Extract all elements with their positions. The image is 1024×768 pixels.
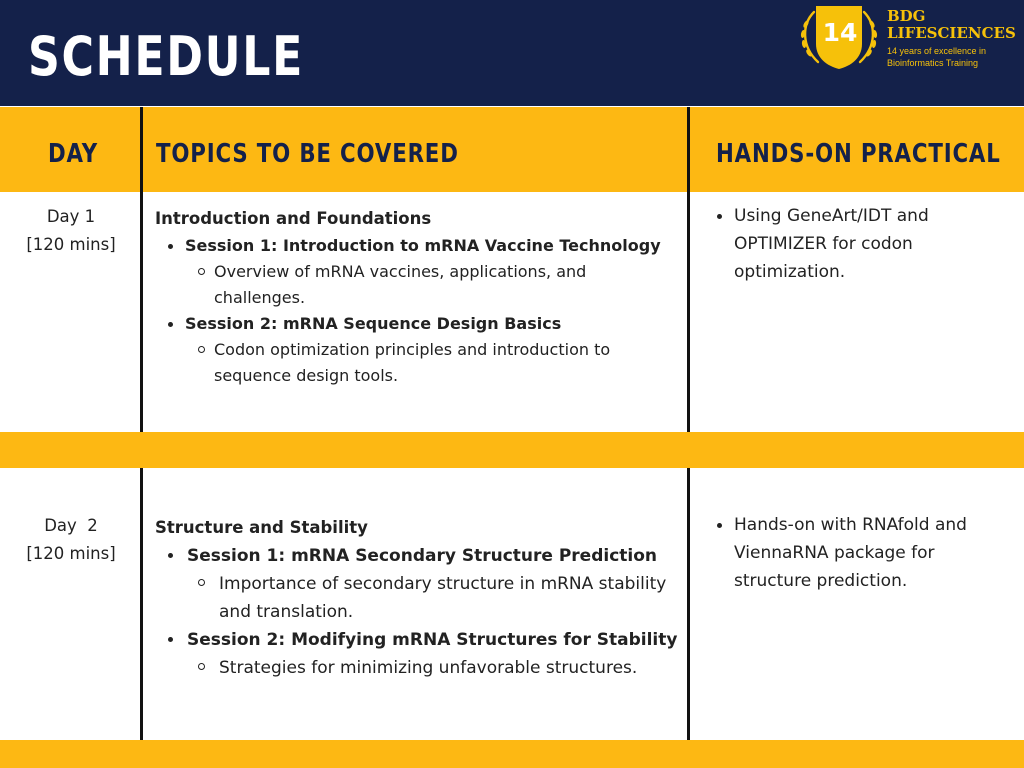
column-header-day-label: DAY [48,139,99,169]
day-label: Day 1 [46,207,96,226]
logo-number: 14 [822,18,858,47]
practical-list [715,511,1005,595]
practical-cell-2 [715,511,1005,595]
topics-cell-1 [155,205,680,389]
logo-brand-line1: BDG [887,7,926,25]
session-detail: Overview of mRNA vaccines, applications, and challenges. [155,259,680,311]
column-header-topics [143,107,687,192]
column-divider [687,468,690,740]
column-divider [140,468,143,740]
day-cell-1 [0,203,142,259]
session-item: Session 2: mRNA Sequence Design Basics [155,311,680,337]
session-list [155,233,680,389]
session-detail: Strategies for minimizing unfavorable structures. [155,654,680,682]
column-header-practical [690,107,1024,192]
day-duration: [120 mins] [26,235,116,254]
session-detail: Importance of secondary structure in mRNA stability and translation. [155,570,680,626]
page-title: SCHEDULE [28,25,304,88]
column-header-topics-label: TOPICS TO BE COVERED [156,139,459,169]
topic-title: Structure and Stability [155,518,368,537]
row-separator-band [0,432,1024,468]
practical-item: Hands-on with RNAfold and ViennaRNA package for structure prediction. [715,511,1005,595]
practical-list [715,202,1005,286]
column-divider [687,107,690,432]
practical-cell-1 [715,202,1005,286]
topic-title: Introduction and Foundations [155,209,432,228]
topics-cell-2 [155,514,680,682]
session-list [155,542,680,682]
footer-band [0,740,1024,768]
session-item: Session 1: mRNA Secondary Structure Prediction [155,542,680,570]
day-duration: [120 mins] [26,544,116,563]
session-item: Session 2: Modifying mRNA Structures for Stability [155,626,680,654]
session-detail: Codon optimization principles and introduction to sequence design tools. [155,337,680,389]
day-cell-2 [0,512,142,568]
session-item: Session 1: Introduction to mRNA Vaccine Technology [155,233,680,259]
logo-brand-line2: LIFESCIENCES [887,24,1016,42]
header-bar [0,0,1024,106]
logo-brand-name [887,8,1016,42]
column-divider [140,107,143,432]
practical-item: Using GeneArt/IDT and OPTIMIZER for codon optimization. [715,202,1005,286]
column-header-practical-label: HANDS-ON PRACTICAL [716,139,1001,169]
day-label: Day 2 [44,516,98,535]
logo-tagline: 14 years of excellence in Bioinformatics Training [887,46,987,68]
column-header-day [0,107,140,192]
brand-logo [796,4,1022,72]
